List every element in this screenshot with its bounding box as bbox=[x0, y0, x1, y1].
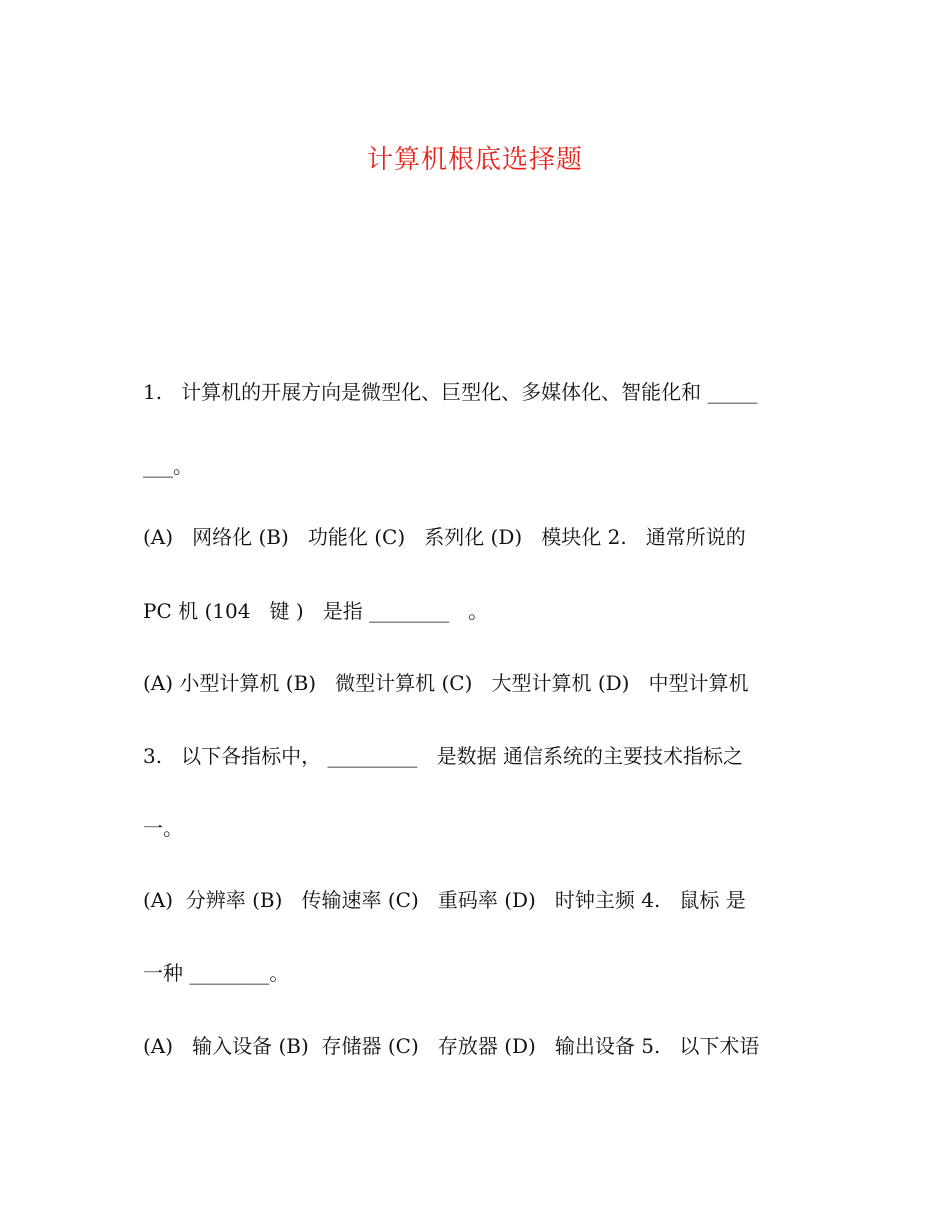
question-2-options: (A) 小型计算机 (B) 微型计算机 (C) 大型计算机 (D) 中型计算机 bbox=[143, 671, 749, 695]
question-1-continuation: ___。 bbox=[143, 454, 193, 478]
question-2-line: PC 机 (104 键 ) 是指 ________ 。 bbox=[143, 599, 489, 623]
question-3-line: 3. 以下各指标中， _________ 是数据 通信系统的主要技术指标之 bbox=[143, 744, 743, 768]
question-1-line: 1. 计算机的开展方向是微型化、巨型化、多媒体化、智能化和 _____ bbox=[143, 380, 758, 404]
question-3-continuation: 一。 bbox=[143, 816, 183, 840]
question-1-options: (A) 网络化 (B) 功能化 (C) 系列化 (D) 模块化 2. 通常所说的 bbox=[143, 525, 746, 549]
document-title: 计算机根底选择题 bbox=[366, 145, 583, 175]
question-4-options: (A) 输入设备 (B) 存储器 (C) 存放器 (D) 输出设备 5. 以下术语 bbox=[143, 1034, 760, 1058]
question-3-options: (A) 分辨率 (B) 传输速率 (C) 重码率 (D) 时钟主频 4. 鼠标 是 bbox=[143, 888, 746, 912]
question-4-line: 一种 ________。 bbox=[143, 961, 290, 985]
